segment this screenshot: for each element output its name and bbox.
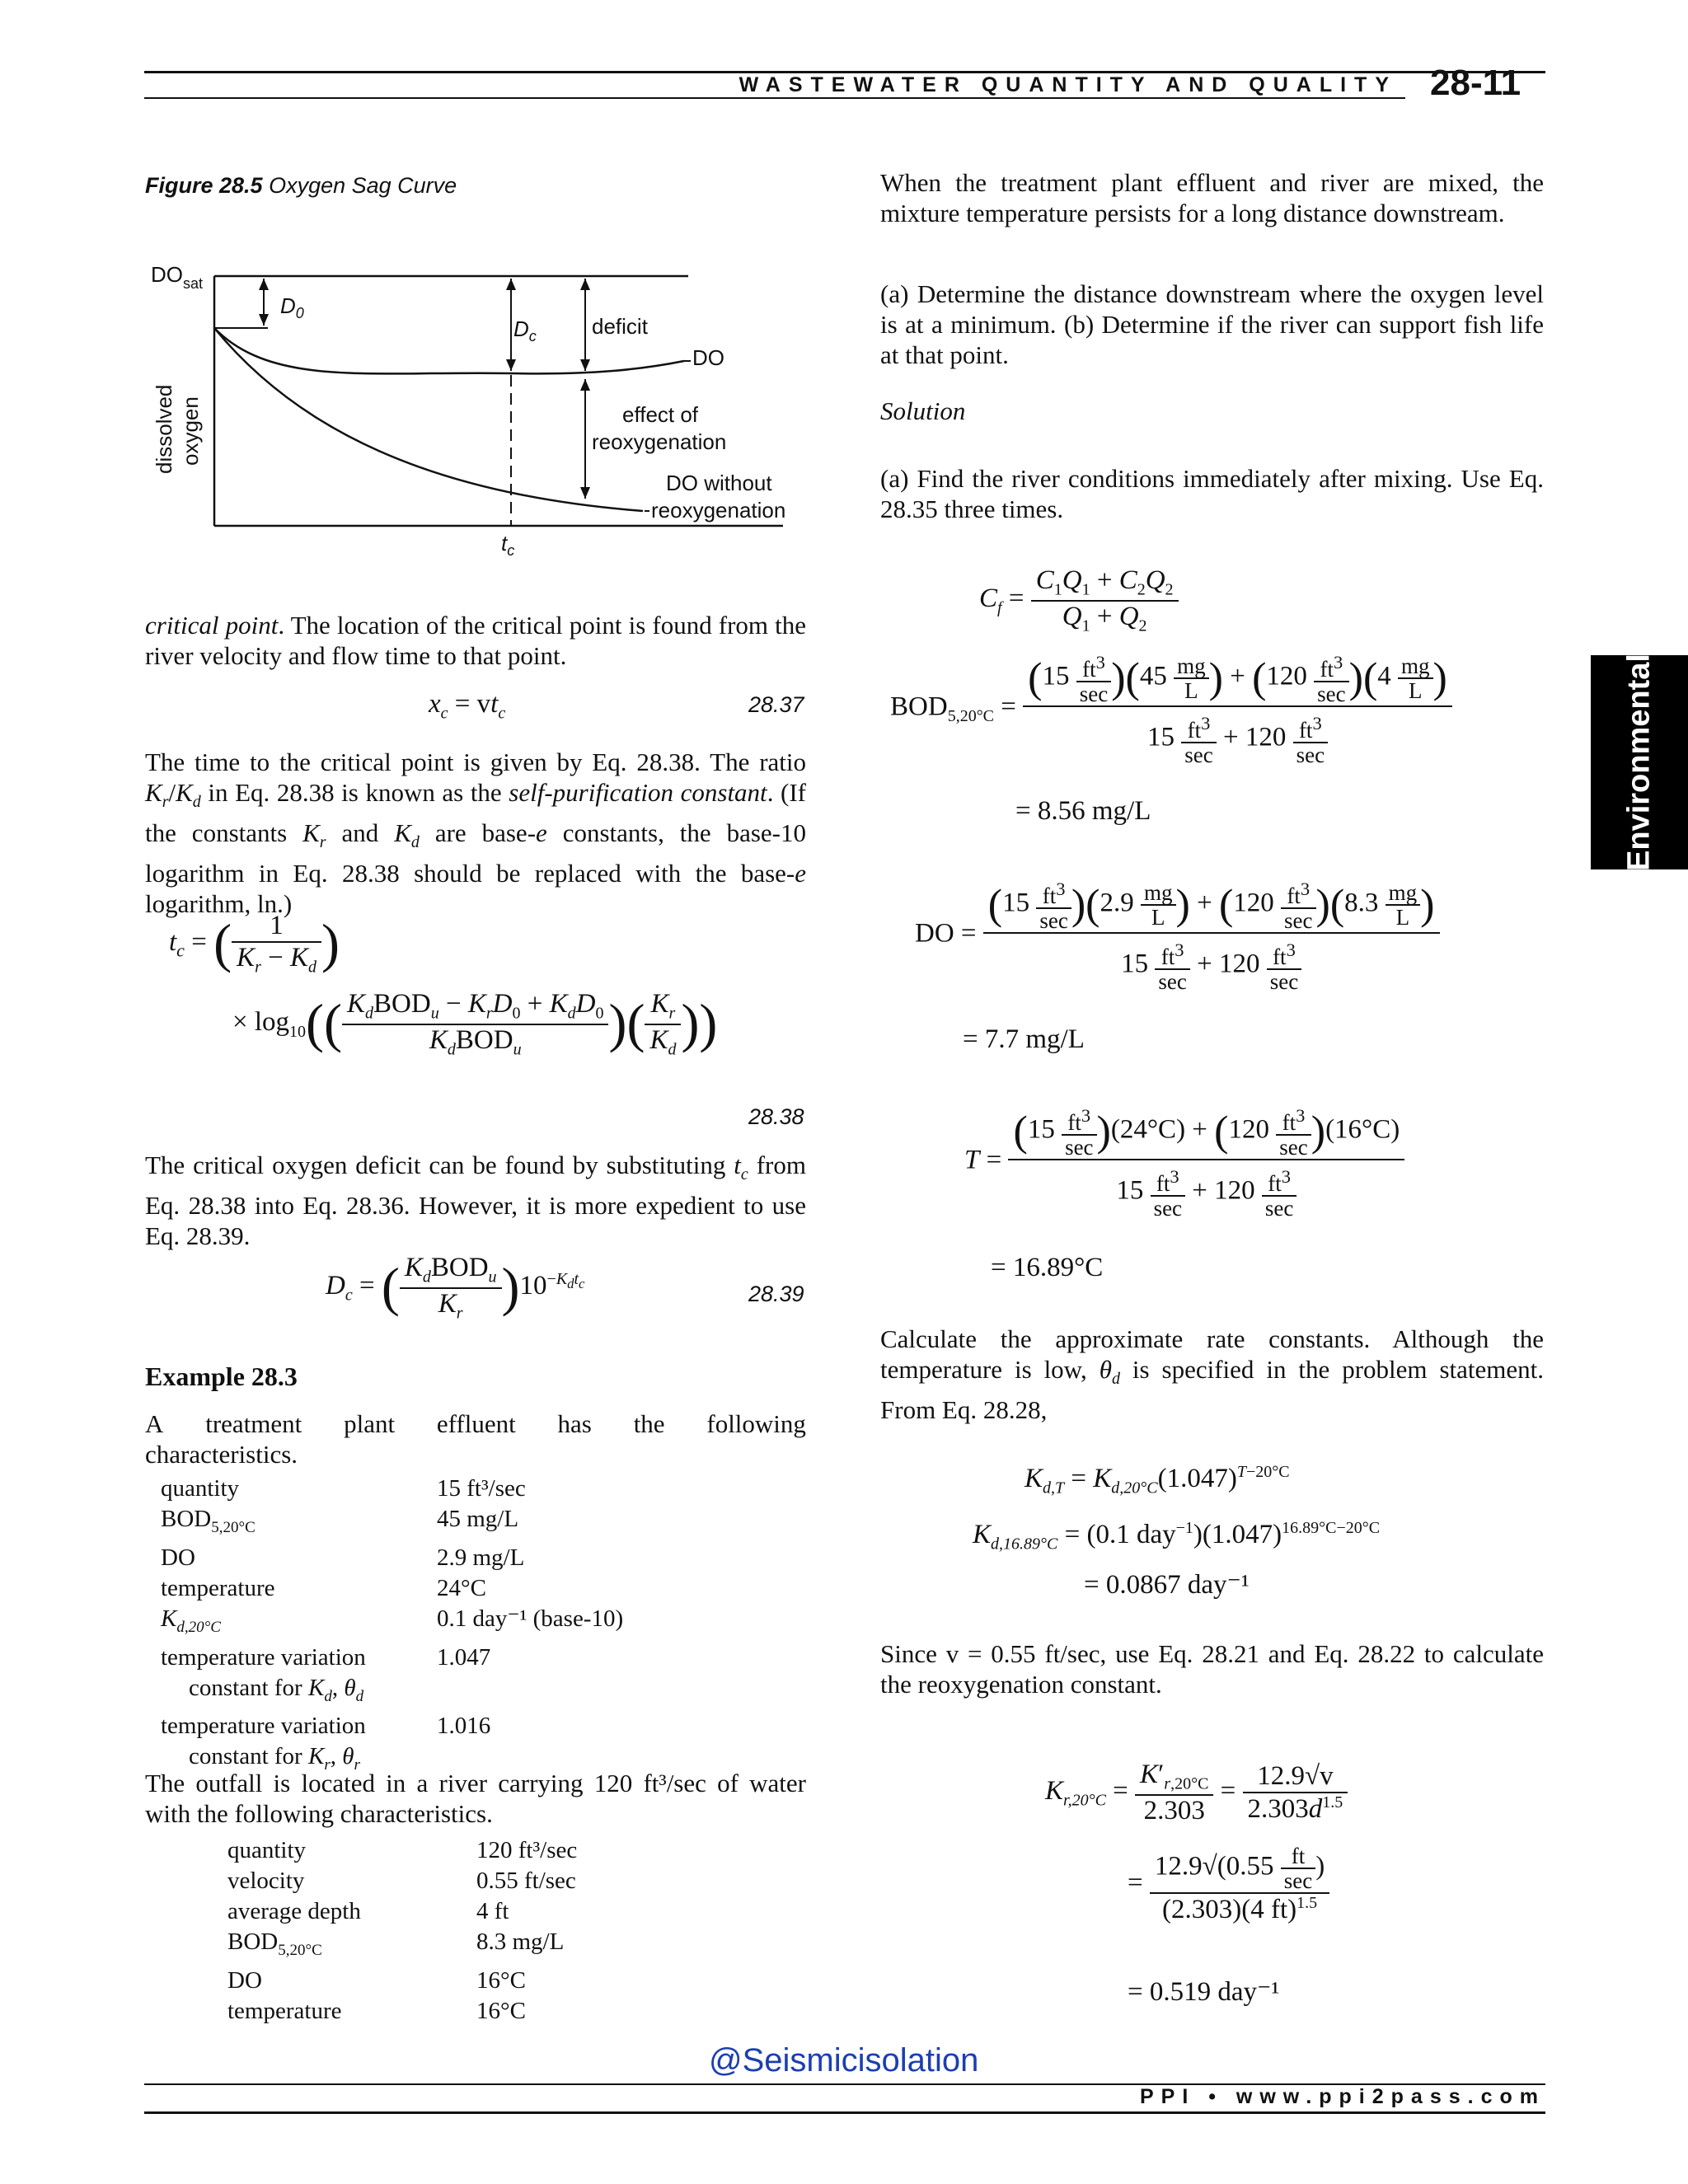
header-rule-lower [144,97,1405,99]
equation-kd-t: $K_{d,T} = K_{d,20^\circ C}(1.047)^{T-20^\circ C}$ [1025,1463,1290,1497]
eq-number-28-37: 28.37 [748,692,804,717]
equation-28-38-line2: × $\log_{10}$(( $\frac{K_dBOD_u - K_rD_0 + K_dD_0}{K_dBOD_u}$ )( $\frac{K_r}{K_d}$ )) [232,989,718,1059]
y-axis-label-1: dissolved [152,384,176,474]
do-without-label-1: DO without [666,471,772,495]
equation-cf: $C_f$ = $\frac{C_1Q_1 + C_2Q_2}{Q_1 + Q_2}$ [979,565,1179,635]
effect-label-1: effect of [622,402,699,427]
kd-result: = 0.0867 day⁻¹ [1084,1570,1250,1600]
solution-label: Solution [880,396,966,425]
equation-kr-numeric: = 12.9√(0.55 $\frac{ft}{\sec}$ ) (2.303)(4 ft)$^{1.5}$ [1128,1844,1329,1925]
example-heading: Example 28.3 [145,1361,298,1391]
equation-kd-1689: $K_{d,16.89^\circ C} = (0.1$ $day^{-1})(1.047)^{16.89^\circ C-20^\circ C}$ [973,1519,1381,1554]
equation-kr: $K_{r,20^\circ C}$ = $\frac{K'_{r,20^\circ C}}{2.303}$ = $\frac{12.9√v}{2.303d^{1.5}}$ [1045,1760,1348,1826]
effect-label-2: reoxygenation [592,429,727,454]
paragraph-rate-constants: Calculate the approximate rate constants. Although the temperature is low, $\theta_d$ is specified in the problem statement. From Eq. 28.28, [880,1324,1545,1425]
dc-label: $D_c$ [513,316,537,344]
do-sat-label: $DO_{sat}$ [151,262,204,292]
temperature-result: = 16.89°C [991,1253,1104,1282]
table-row: $BOD_{5,20^\circ C}$ 8.3 mg/L [227,1929,565,1959]
oxygen-sag-figure [132,247,824,560]
d0-label: $D_0$ [280,293,304,321]
table-row: velocity 0.55 ft/sec [227,1868,576,1894]
bod-result: = 8.56 mg/L [1015,796,1151,826]
equation-28-37: $x_c = vt_c$ [429,689,506,723]
section-tab [1591,655,1688,869]
table-row: DO 2.9 mg/L [161,1544,525,1571]
paragraph-critical-point: critical point. The location of the critical point is found from the river velocity and flow time to that point. [145,611,806,670]
paragraph-critical-deficit: The critical oxygen deficit can be found by substituting $t_c$ from Eq. 28.38 into Eq. 28.36. However, it is more expedient to use Eq. 28.39. [145,1151,806,1251]
figure-number: Figure 28.5 [145,173,263,198]
table-row: $BOD_{5,20^\circ C}$ 45 mg/L [161,1506,519,1536]
section-tab-label: Environmental [1621,654,1657,871]
eq-number-28-38: 28.38 [748,1104,804,1129]
paragraph-reoxygenation: Since v = 0.55 ft/sec, use Eq. 28.21 and Eq. 28.22 to calculate the reoxygenation constant. [880,1639,1544,1699]
kr-result: = 0.519 day⁻¹ [1128,1977,1280,2007]
table-row: temperature 24°C [161,1574,486,1601]
river-table [227,1835,577,2027]
footer-publisher: PPI • www.ppi2pass.com [1139,2085,1545,2108]
paragraph-critical-time: The time to the critical point is given by Eq. 28.38. The ratio $K_r/K_d$ in Eq. 28.38 is known as the self-purification constant. (If the constants $K_r$ and $K_d$ are base-e constants, the base-10 logarithm in Eq. 28.38 should be replaced with the base-e logarithm, ln.) [145,748,806,919]
do-result: = 7.7 mg/L [963,1024,1085,1054]
tc-label: $t_c$ [501,531,515,559]
table-row: quantity 15 ft³/sec [161,1475,526,1502]
table-row: $K_{d,20^\circ C}$ 0.1 day⁻¹ (base-10) [161,1605,624,1636]
table-row: temperature 16°C [227,1997,526,2024]
table-row: temperature variation constant for $K_d$, $\theta_d$ 1.047 [161,1643,491,1705]
equation-do-mix: DO = (15 $\frac{ft^3}{\sec}$ )(2.9 $\frac{mg}{L}$ ) + (120 $\frac{ft^3}{\sec}$ )(8.3 $\frac{mg}{L}$ ) 15 $\frac{ft^3}{\sec}$ + 120 $\frac{ft^3}{\sec}$ [915,878,1440,993]
table-row: temperature variation constant for $K_r$, $\theta_r$ 1.016 [161,1713,491,1774]
page-number: 28-11 [1430,63,1522,103]
eq-number-28-39: 28.39 [748,1282,804,1306]
equation-bod-mix: $BOD_{5,20^\circ C}$ = (15 $\frac{ft^3}{\sec}$ )(45 $\frac{mg}{L}$ ) + (120 $\frac{ft^3}{\sec}$ )(4 $\frac{mg}{L}$ ) 15 $\frac{ft^3}{\sec}$ + 120 $\frac{ft^3}{\sec}$ [890,651,1452,766]
table-row: quantity 120 ft³/sec [227,1837,578,1863]
footer-rule-lower [144,2111,1545,2114]
figure-title: Oxygen Sag Curve [269,173,457,198]
do-label: DO [692,345,724,370]
example-intro: A treatment plant effluent has the following characteristics. [145,1409,806,1469]
deficit-label: deficit [592,314,648,339]
outfall-paragraph: The outfall is located in a river carrying 120 ft³/sec of water with the following characteristics. [145,1769,806,1828]
paragraph-part-a: (a) Find the river conditions immediately after mixing. Use Eq. 28.35 three times. [880,464,1544,523]
running-header: WASTEWATER QUANTITY AND QUALITY [738,73,1397,96]
figure-caption [145,173,457,199]
equation-28-38-line1: $t_c$ = ( $\frac{1}{K_r - K_d}$ ) [169,911,340,977]
equation-28-39: $D_c$ = ( $\frac{K_dBOD_u}{K_r}$ )$10^{-K_dt_c}$ [326,1253,585,1323]
effluent-table [161,1474,623,1780]
do-without-reox-curve [214,328,643,511]
y-axis-label-2: oxygen [178,396,203,466]
do-without-label-2: reoxygenation [651,498,786,523]
paragraph-question: (a) Determine the distance downstream where the oxygen level is at a minimum. (b) Determine if the river can support fish life at that point. [880,279,1544,369]
paragraph-mixture: When the treatment plant effluent and river are mixed, the mixture temperature persists for a long distance downstream. [880,168,1544,227]
watermark: @Seismicisolation [709,2042,979,2079]
table-row: average depth 4 ft [227,1898,509,1924]
equation-temperature: T = (15 $\frac{ft^3}{\sec}$ )(24°C) + (120 $\frac{ft^3}{\sec}$ )(16°C) 15 $\frac{ft^3}{\sec}$ + 120 $\frac{ft^3}{\sec}$ [964,1104,1404,1220]
table-row: DO 16°C [227,1966,526,1994]
